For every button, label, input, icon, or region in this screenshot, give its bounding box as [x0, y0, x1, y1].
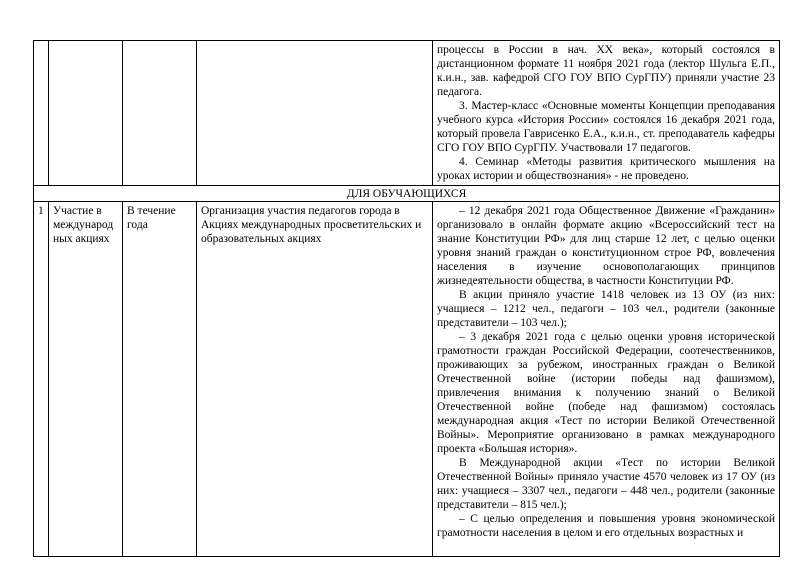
- cell-results: [433, 202, 780, 557]
- cell-period-empty: [123, 41, 197, 186]
- paragraph: – 12 декабря 2021 года Общественное Движение «Гражданин» организовало в онлайн формате акцию «Всероссийский тест на знание Конституции РФ» для лиц старше 12 лет, с целью оценки уровня знаний граждан о конституционном строе РФ, вовлечения населения в изучение основополагающих принципов жизнедеятельности общества, в частности Конституции РФ.: [437, 205, 775, 287]
- paragraph: – С целью определения и повышения уровня экономической грамотности населения в целом и его отдельных возрастных и: [437, 513, 775, 539]
- cell-activity-empty: [197, 41, 433, 186]
- paragraph: В Международной акции «Тест по истории Великой Отечественной Войны» приняло участие 4570 человек из 17 ОУ (из них: учащиеся – 3307 чел., педагоги – 448 чел., родители (законные представители – 815 чел.);: [437, 457, 775, 511]
- paragraph: 3. Мастер-класс «Основные моменты Концепции преподавания учебного курса «История России» состоялся 16 декабря 2021 года, который провела Гаврисенко Е.А., к.и.н., ст. преподаватель кафедры СГО ГОУ ВПО СурГПУ. Участвовали 17 педагогов.: [437, 100, 775, 154]
- cell-number-empty: [34, 41, 49, 186]
- table-row-continuation: [34, 41, 780, 186]
- paragraph: В акции приняло участие 1418 человек из 13 ОУ (из них: учащиеся – 1212 чел., педагоги – 103 чел., родители (законные представители – 103 чел.);: [437, 289, 775, 329]
- cell-results-continuation: [433, 41, 780, 186]
- paragraph: 4. Семинар «Методы развития критического мышления на уроках истории и обществознания» - не проведено.: [437, 156, 775, 182]
- table-row-item-1: [34, 202, 780, 557]
- cell-number: 1: [34, 202, 49, 557]
- section-header: ДЛЯ ОБУЧАЮЩИХСЯ: [34, 186, 780, 202]
- cell-direction-empty: [49, 41, 123, 186]
- paragraph: процессы в России в нач. XX века», который состоялся в дистанционном формате 11 ноября 2021 года (лектор Шульга Е.П., к.и.н., зав. кафедрой СГО ГОУ ВПО СурГПУ) приняли участие 23 педагога.: [437, 44, 775, 98]
- cell-activity: Организация участия педагогов города в Акциях международных просветительских и образовательных акциях: [197, 202, 433, 557]
- cell-direction: Участие в международных акциях: [49, 202, 123, 557]
- cell-period: В течение года: [123, 202, 197, 557]
- report-table: [33, 40, 780, 557]
- paragraph: – 3 декабря 2021 года с целью оценки уровня исторической грамотности граждан Российской Федерации, соотечественников, проживающих за рубежом, иностранных граждан о Великой Отечественной войне (истории победы над фашизмом), привлечения внимания к получению знаний о Великой Отечественной войне (победе над фашизмом) состоялась международная акция «Тест по истории Великой Отечественной Войны». Мероприятие организовано в рамках международного проекта «Большая история».: [437, 331, 775, 455]
- table-row-section-header: [34, 186, 780, 202]
